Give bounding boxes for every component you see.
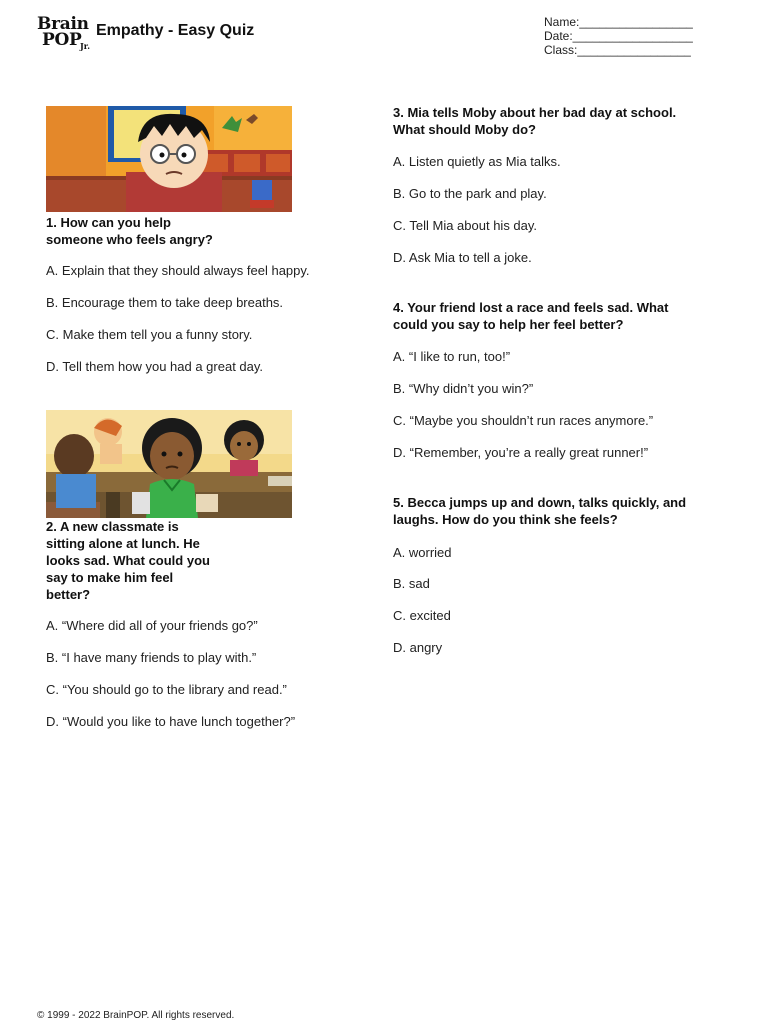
- question-2-option-c: C. “You should go to the library and read.”: [46, 682, 287, 697]
- question-3-option-b: B. Go to the park and play.: [393, 186, 547, 201]
- question-4-option-c: C. “Maybe you shouldn’t run races anymore.”: [393, 413, 654, 428]
- question-3-prompt: [393, 104, 676, 138]
- question-4-line: 4. Your friend lost a race and feels sad. What: [393, 300, 669, 315]
- question-5-line: laughs. How do you think she feels?: [393, 512, 618, 527]
- question-4-option-d: D. “Remember, you’re a really great runner!”: [393, 445, 649, 460]
- logo-line-brain: Brain: [37, 14, 89, 34]
- logo-line-jr: Jr.: [80, 41, 91, 51]
- question-2-option-a: A. “Where did all of your friends go?”: [46, 618, 258, 633]
- brainpop-jr-logo: [37, 16, 93, 56]
- angry-boy-illustration: [46, 106, 292, 212]
- question-5-prompt: [393, 494, 686, 528]
- question-1-option-d: D. Tell them how you had a great day.: [46, 359, 264, 374]
- question-1-line: someone who feels angry?: [46, 232, 213, 247]
- question-2-line: say to make him feel: [46, 570, 174, 585]
- question-4-option-b: B. “Why didn’t you win?”: [393, 381, 534, 396]
- class-field: Class:_________________: [544, 43, 691, 57]
- question-2-option-b: B. “I have many friends to play with.”: [46, 650, 257, 665]
- question-1-option-b: B. Encourage them to take deep breaths.: [46, 295, 284, 310]
- question-4-option-a: A. “I like to run, too!”: [393, 349, 511, 364]
- question-2-line: looks sad. What could you: [46, 553, 210, 568]
- date-field: Date:__________________: [544, 29, 693, 43]
- question-2-prompt: [46, 518, 210, 603]
- question-5-option-b: B. sad: [393, 576, 430, 591]
- question-3-option-a: A. Listen quietly as Mia talks.: [393, 154, 561, 169]
- question-1-prompt: [46, 214, 213, 248]
- student-info-fields: [544, 15, 693, 57]
- question-5-option-a: A. worried: [393, 545, 452, 560]
- question-1-option-c: C. Make them tell you a funny story.: [46, 327, 253, 342]
- question-1-line: 1. How can you help: [46, 215, 171, 230]
- question-1-option-a: A. Explain that they should always feel happy.: [46, 263, 310, 278]
- question-2-line: better?: [46, 587, 91, 602]
- name-field: Name:_________________: [544, 15, 693, 29]
- copyright-footer: © 1999 - 2022 BrainPOP. All rights reserved.: [37, 1010, 235, 1021]
- question-5-option-c: C. excited: [393, 608, 451, 623]
- lunchroom-illustration: [46, 410, 292, 518]
- question-5-option-d: D. angry: [393, 640, 443, 655]
- question-2-line: sitting alone at lunch. He: [46, 536, 200, 551]
- page-title: Empathy - Easy Quiz: [96, 22, 255, 39]
- question-2-option-d: D. “Would you like to have lunch together?”: [46, 714, 296, 729]
- question-5-line: 5. Becca jumps up and down, talks quickly, and: [393, 495, 687, 510]
- question-4-line: could you say to help her feel better?: [393, 317, 624, 332]
- question-3-option-c: C. Tell Mia about his day.: [393, 218, 538, 233]
- question-3-line: 3. Mia tells Moby about her bad day at school.: [393, 105, 677, 120]
- question-2-line: 2. A new classmate is: [46, 519, 179, 534]
- question-3-option-d: D. Ask Mia to tell a joke.: [393, 250, 532, 265]
- logo-line-pop: POP: [42, 30, 82, 50]
- question-3-line: What should Moby do?: [393, 122, 536, 137]
- question-4-prompt: [393, 299, 669, 333]
